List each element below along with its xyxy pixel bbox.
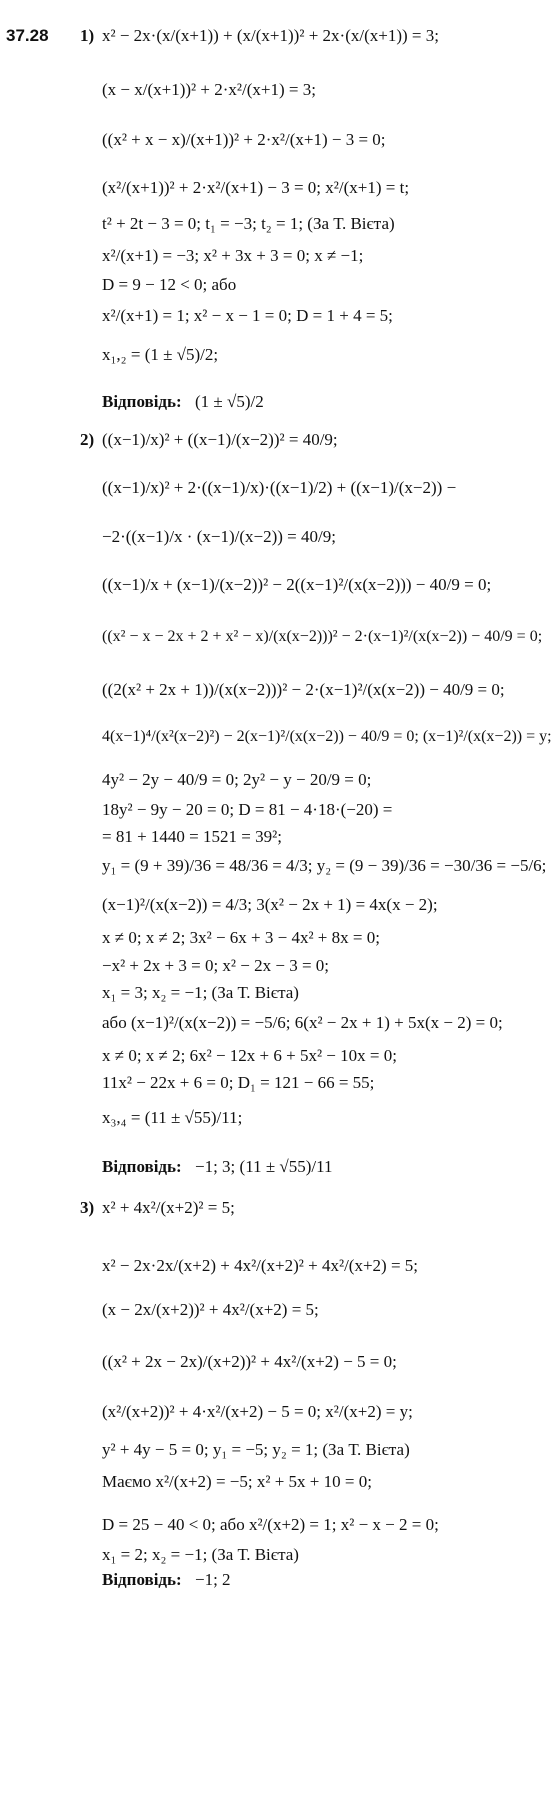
part3-line: (x²/(x+2))² + 4·x²/(x+2) − 5 = 0; x²/(x+2) = y; — [102, 1402, 413, 1421]
part1-line: x²/(x+1) = −3; x² + 3x + 3 = 0; x ≠ −1; — [102, 246, 364, 265]
part2-line: 18y² − 9y − 20 = 0; D = 81 − 4·18·(−20) = — [102, 800, 393, 819]
part2-line: x ≠ 0; x ≠ 2; 6x² − 12x + 6 + 5x² − 10x = 0; — [102, 1046, 397, 1065]
part3-answer-label: Відповідь: — [102, 1570, 182, 1589]
part2-answer-label: Відповідь: — [102, 1157, 182, 1176]
part2-line: y₁ = (9 + 39)/36 = 48/36 = 4/3; y₂ = (9 − 39)/36 = −30/36 = −5/6; — [102, 856, 547, 875]
part1-line: (x²/(x+1))² + 2·x²/(x+1) − 3 = 0; x²/(x+1) = t; — [102, 178, 410, 197]
part2-line: ((2(x² + 2x + 1))/(x(x−2)))² − 2·(x−1)²/(x(x−2)) − 40/9 = 0; — [102, 680, 505, 699]
problem-number: 37.28 — [6, 26, 49, 45]
part3-line: D = 25 − 40 < 0; або x²/(x+2) = 1; x² − x − 2 = 0; — [102, 1515, 439, 1534]
part2-line: (x−1)²/(x(x−2)) = 4/3; 3(x² − 2x + 1) = 4x(x − 2); — [102, 895, 438, 914]
part3-line: y² + 4y − 5 = 0; y₁ = −5; y₂ = 1; (За Т. Вієта) — [102, 1440, 410, 1459]
part2-line: ((x−1)/x + (x−1)/(x−2))² − 2((x−1)²/(x(x−2))) − 40/9 = 0; — [102, 575, 492, 594]
part2-line: x₃,₄ = (11 ± √55)/11; — [102, 1108, 243, 1127]
part2-label: 2) — [80, 430, 95, 449]
part2-line: ((x² − x − 2x + 2 + x² − x)/(x(x−2)))² − 2·(x−1)²/(x(x−2)) − 40/9 = 0; — [102, 628, 543, 645]
part2-line: −x² + 2x + 3 = 0; x² − 2x − 3 = 0; — [102, 956, 330, 975]
part1-answer: (1 ± √5)/2 — [195, 392, 264, 411]
part1-line: t² + 2t − 3 = 0; t₁ = −3; t₂ = 1; (За Т. Вієта) — [102, 214, 395, 233]
part3-line: x² − 2x·2x/(x+2) + 4x²/(x+2)² + 4x²/(x+2) = 5; — [102, 1256, 419, 1275]
part3-line: Маємо x²/(x+2) = −5; x² + 5x + 10 = 0; — [102, 1472, 372, 1491]
part1-line: ((x² + x − x)/(x+1))² + 2·x²/(x+1) − 3 = 0; — [102, 130, 386, 149]
part1-label: 1) — [80, 26, 95, 45]
part2-line: 4y² − 2y − 40/9 = 0; 2y² − y − 20/9 = 0; — [102, 770, 372, 789]
part3-label: 3) — [80, 1198, 95, 1217]
part2-line: x ≠ 0; x ≠ 2; 3x² − 6x + 3 − 4x² + 8x = 0; — [102, 928, 380, 947]
part3-line: ((x² + 2x − 2x)/(x+2))² + 4x²/(x+2) − 5 = 0; — [102, 1352, 397, 1371]
part1-line: (x − x/(x+1))² + 2·x²/(x+1) = 3; — [102, 80, 316, 99]
part2-line: 11x² − 22x + 6 = 0; D₁ = 121 − 66 = 55; — [102, 1073, 375, 1092]
part2-line: ((x−1)/x)² + 2·((x−1)/x)·((x−1)/2) + ((x−1)/(x−2)) − — [102, 478, 457, 497]
part2-line: або (x−1)²/(x(x−2)) = −5/6; 6(x² − 2x + 1) + 5x(x − 2) = 0; — [102, 1013, 503, 1032]
part3-line: (x − 2x/(x+2))² + 4x²/(x+2) = 5; — [102, 1300, 319, 1319]
part2-line: x₁ = 3; x₂ = −1; (За Т. Вієта) — [102, 983, 299, 1002]
part3-answer: −1; 2 — [195, 1570, 231, 1589]
part3-line: x₁ = 2; x₂ = −1; (За Т. Вієта) — [102, 1545, 299, 1564]
part2-line: ((x−1)/x)² + ((x−1)/(x−2))² = 40/9; — [102, 430, 338, 449]
part1-answer-label: Відповідь: — [102, 392, 182, 411]
part2-line: −2·((x−1)/x · (x−1)/(x−2)) = 40/9; — [102, 527, 336, 546]
part2-line: 4(x−1)⁴/(x²(x−2)²) − 2(x−1)²/(x(x−2)) − 40/9 = 0; (x−1)²/(x(x−2)) = y; — [102, 728, 552, 745]
part2-answer: −1; 3; (11 ± √55)/11 — [195, 1157, 333, 1176]
part1-line: x₁,₂ = (1 ± √5)/2; — [102, 345, 219, 364]
part1-line: x² − 2x·(x/(x+1)) + (x/(x+1))² + 2x·(x/(x+1)) = 3; — [102, 26, 439, 45]
part1-line: x²/(x+1) = 1; x² − x − 1 = 0; D = 1 + 4 = 5; — [102, 306, 393, 325]
part3-line: x² + 4x²/(x+2)² = 5; — [102, 1198, 235, 1217]
part1-line: D = 9 − 12 < 0; або — [102, 275, 237, 294]
part2-line: = 81 + 1440 = 1521 = 39²; — [102, 827, 282, 846]
